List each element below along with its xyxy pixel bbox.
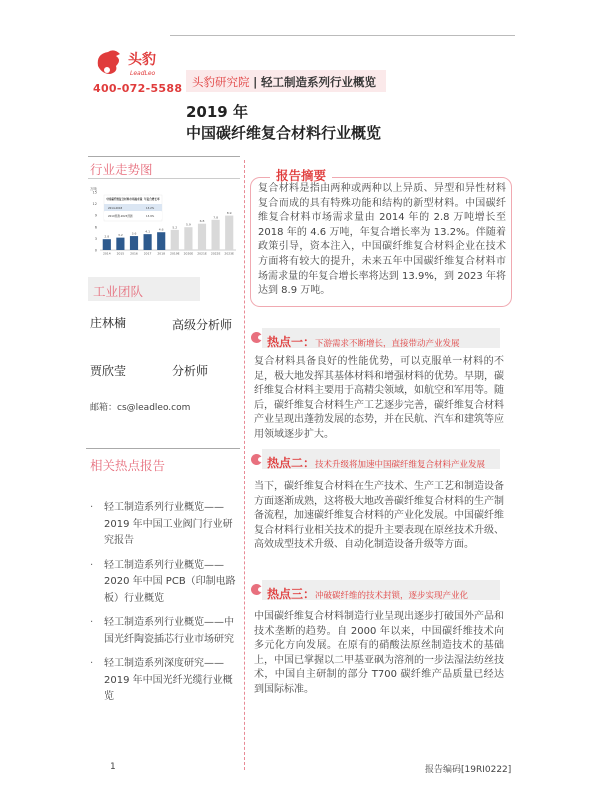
bar bbox=[116, 238, 124, 250]
hotspot-header bbox=[262, 328, 500, 348]
y-axis-label: 万吨 bbox=[90, 187, 97, 191]
hotspot-header bbox=[262, 449, 500, 469]
trend-title: 行业走势图 bbox=[90, 162, 153, 177]
hotspot-label: 热点三 bbox=[267, 587, 304, 601]
hotspot-label: 热点一 bbox=[267, 335, 304, 349]
data-label: 4.6 bbox=[158, 227, 164, 232]
y-tick-label: 12 bbox=[92, 202, 97, 207]
bar bbox=[198, 224, 206, 250]
related-title: 相关热点报告 bbox=[90, 458, 166, 473]
bar bbox=[144, 234, 152, 250]
analyst-role: 高级分析师 bbox=[172, 318, 233, 332]
data-label: 5.9 bbox=[186, 222, 191, 227]
top-rule bbox=[170, 35, 515, 36]
bar bbox=[157, 232, 165, 250]
hotspot-colon: ： bbox=[303, 456, 316, 470]
bar bbox=[130, 236, 138, 250]
related-report-link[interactable]: · 轻工制造系列行业概览——2019 年中国工业阀门行业研究报告 bbox=[88, 500, 240, 550]
x-tick-label: 2015 bbox=[116, 251, 125, 256]
contact-email[interactable]: 邮箱：cs@leadleo.com bbox=[90, 403, 191, 413]
inset-table-header: 年复合增长率 bbox=[144, 198, 160, 201]
divider bbox=[88, 178, 240, 179]
divider bbox=[88, 156, 240, 157]
hotspot-colon: ： bbox=[303, 335, 316, 349]
x-tick-label: 2014 bbox=[102, 251, 111, 256]
data-label: 7.8 bbox=[213, 215, 218, 220]
inset-table-header: 中国碳纤维复合材料市场需求量 bbox=[106, 198, 143, 201]
inset-table-cell: 13.9% bbox=[146, 215, 155, 218]
related-report-link[interactable]: · 轻工制造系列深度研究——2019 年中国光纤光缆行业概览 bbox=[88, 656, 240, 706]
y-tick-label: 6 bbox=[94, 225, 97, 230]
analyst-name: 贾欣莹 bbox=[90, 364, 127, 378]
divider bbox=[86, 448, 240, 449]
hotspot-subtitle: 冲破碳纤维的技术封锁，逐步实现产业化 bbox=[315, 591, 469, 601]
analyst-role: 分析师 bbox=[172, 364, 209, 378]
hotspot-bullet-icon bbox=[251, 332, 262, 343]
y-tick-label: 9 bbox=[94, 213, 97, 218]
x-tick-label: 2023E bbox=[224, 251, 234, 256]
data-label: 3.2 bbox=[118, 233, 123, 238]
bar bbox=[184, 227, 192, 250]
summary-title: 报告摘要 bbox=[270, 166, 332, 184]
data-label: 2.8 bbox=[104, 234, 110, 239]
summary-text: 复合材料是指由两种或两种以上异质、异型和异性材料复合而成的具有特殊功能和结构的新型材料。中国碳纤维复合材料市场需求量由 2014 年的 2.8 万吨增长至 2018 年的 4.6 万吨，年复合增长率为 13.2%。伴随着政策引导，资本注入，中国碳纤维复合材料企业在技术方面将有较大的提升，未来五年中国碳纤维复合材料市场需求量的年复合增长率将达到 13.9%，到 2023 年将达到 8.9 万吨。 bbox=[258, 183, 506, 297]
x-tick-label: 2021E bbox=[197, 251, 207, 256]
series-name: 轻工制造系列行业概览 bbox=[261, 75, 377, 89]
related-report-link[interactable]: · 轻工制造系列行业概览——中国光纤陶瓷插芯行业市场研究 bbox=[88, 615, 240, 648]
trend-chart bbox=[88, 186, 238, 261]
hotspot-bullet-icon bbox=[251, 454, 262, 465]
x-tick-label: 2018 bbox=[157, 251, 166, 256]
series-banner bbox=[186, 70, 386, 92]
x-tick-label: 2017 bbox=[143, 251, 152, 256]
data-label: 6.8 bbox=[199, 219, 205, 224]
leadleo-logo bbox=[94, 44, 166, 80]
phone-number: 400-072-5588 bbox=[93, 82, 183, 95]
data-label: 3.6 bbox=[131, 231, 137, 236]
x-tick-label: 2019E bbox=[170, 251, 180, 256]
x-tick-label: 2020E bbox=[183, 251, 194, 256]
page-title: 中国碳纤维复合材料行业概览 bbox=[186, 124, 382, 142]
x-tick-label: 2022E bbox=[210, 251, 221, 256]
related-report-link[interactable]: · 轻工制造系列行业概览——2020 年中国 PCB（印制电路板）行业概览 bbox=[88, 558, 240, 608]
y-tick-label: 0 bbox=[94, 248, 97, 253]
data-label: 4.1 bbox=[145, 229, 150, 234]
y-tick-label: 15 bbox=[92, 190, 97, 195]
related-reports-list bbox=[88, 500, 240, 714]
bar bbox=[225, 216, 233, 250]
institute-name: 头豹研究院 bbox=[192, 75, 250, 89]
hotspot-text: 复合材料具备良好的性能优势，可以克服单一材料的不足，极大地发挥其基体材料和增强材料的优势。早期，碳纤维复合材料主要用于高精尖领域，如航空和军用等。随后，碳纤维复合材料生产工艺逐步完善，碳纤维复合材料产业呈现出蓬勃发展的态势，并在民航、汽车和建筑等应用领域逐步扩大。 bbox=[254, 356, 504, 440]
y-tick-label: 3 bbox=[94, 236, 97, 241]
hotspot-text: 当下，碳纤维复合材料在生产技术、生产工艺和制造设备方面逐渐成熟，这将极大地改善碳纤维复合材料的生产制备流程，加速碳纤维复合材料的产业化发展。中国碳纤维复合材料行业相关技术的提升主要表现在原丝技术升级、高效成型技术升级、自动化制造设备升级等方面。 bbox=[254, 481, 504, 551]
column-divider bbox=[244, 160, 245, 770]
hotspot-text: 中国碳纤维复合材料制造行业呈现出逐步打破国外产品和技术垄断的趋势。自 2000 年以来，中国碳纤维技术向多元化方向发展。在原有的硝酸法原丝制造技术的基础上，中国已掌握以二甲基亚砜为溶剂的一步法湿法纺丝技术，中国自主研制的部分 T700 碳纤维产品质量已经达到国际标准。 bbox=[254, 611, 504, 695]
page-number: 1 bbox=[110, 762, 116, 772]
svg-text:头豹: 头豹 bbox=[128, 52, 156, 68]
inset-table-cell: 13.2% bbox=[146, 207, 155, 210]
separator: | bbox=[253, 75, 258, 89]
hotspot-label: 热点二 bbox=[267, 456, 304, 470]
hotspot-header bbox=[262, 580, 500, 600]
hotspot-colon: ： bbox=[303, 587, 316, 601]
team-header bbox=[88, 277, 200, 301]
hotspot-subtitle: 下游需求不断增长，直接带动产业发展 bbox=[315, 339, 460, 349]
team-title: 工业团队 bbox=[93, 284, 144, 299]
bar bbox=[103, 239, 111, 250]
inset-table-cell: 2019预测-2023预测 bbox=[108, 215, 133, 218]
title-year: 2019 年 bbox=[186, 103, 248, 121]
data-label: 5.2 bbox=[172, 225, 178, 230]
x-tick-label: 2016 bbox=[130, 251, 138, 256]
bar bbox=[171, 230, 179, 250]
report-code: 报告编码[19RI0222] bbox=[425, 765, 512, 775]
bar bbox=[212, 220, 220, 250]
data-label: 8.9 bbox=[226, 211, 232, 216]
analyst-name: 庄林楠 bbox=[90, 316, 127, 330]
hotspot-subtitle: 技术升级将加速中国碳纤维复合材料产业发展 bbox=[315, 460, 486, 470]
svg-text:LeadLeo: LeadLeo bbox=[130, 70, 156, 77]
inset-table-cell: 2014-2018 bbox=[108, 207, 123, 210]
hotspot-bullet-icon bbox=[251, 584, 262, 595]
